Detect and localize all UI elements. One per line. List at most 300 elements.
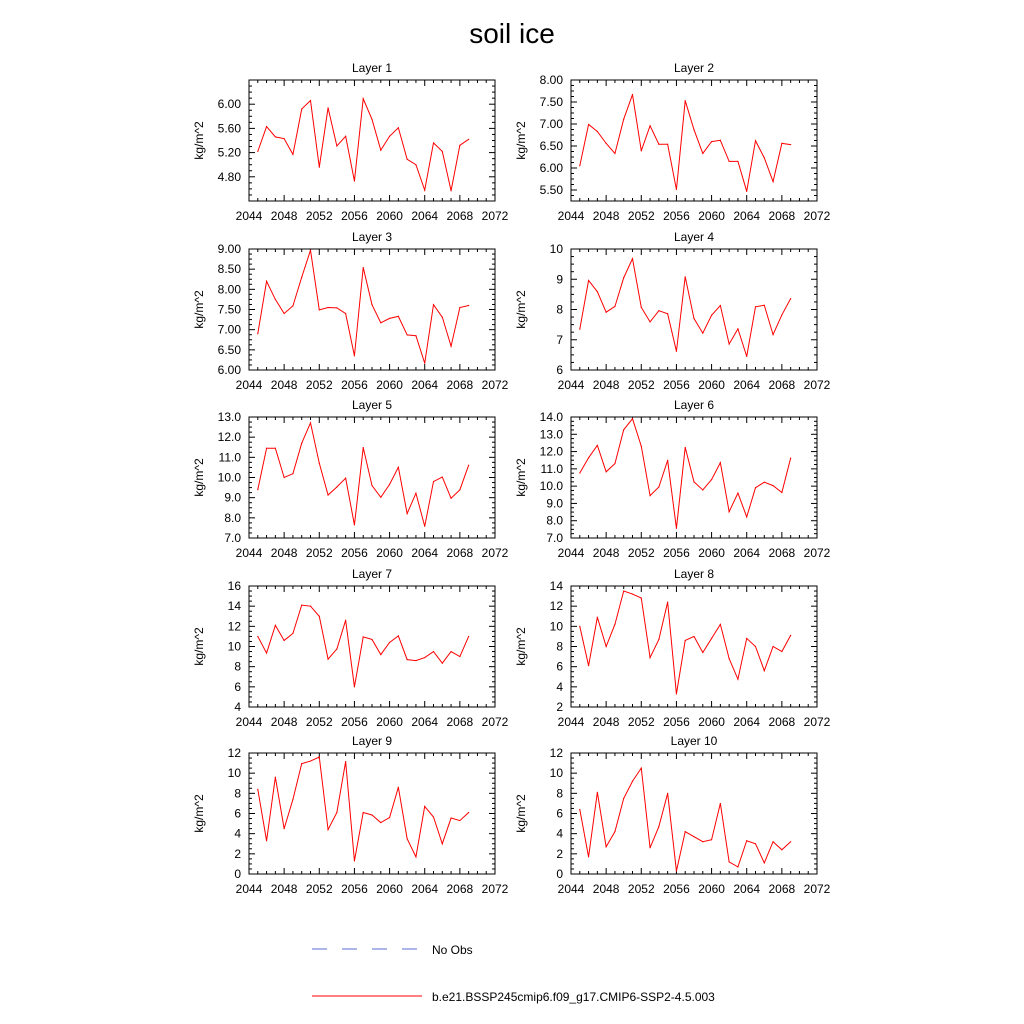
x-tick-label: 2044: [235, 209, 263, 223]
data-point: [450, 346, 451, 347]
y-axis-label: kg/m^2: [192, 121, 206, 160]
data-point: [746, 840, 747, 841]
y-tick-label: 9: [556, 272, 563, 287]
data-point: [693, 129, 694, 130]
data-point: [606, 471, 607, 472]
x-tick-label: 2068: [768, 378, 796, 392]
data-point: [755, 487, 756, 488]
data-point: [606, 846, 607, 847]
x-tick-label: 2052: [305, 546, 333, 560]
data-point: [363, 812, 364, 813]
series-line: [580, 591, 791, 694]
data-point: [614, 831, 615, 832]
x-tick-label: 2052: [627, 378, 655, 392]
data-point: [292, 305, 293, 306]
y-axis-label: kg/m^2: [192, 627, 206, 666]
y-tick-label: 10: [549, 242, 563, 256]
x-tick-label: 2060: [698, 715, 725, 729]
data-point: [301, 763, 302, 764]
x-tick-label: 2048: [592, 882, 620, 896]
data-point: [389, 318, 390, 319]
x-tick-label: 2060: [698, 546, 725, 560]
x-tick-label: 2060: [376, 378, 403, 392]
data-point: [720, 624, 721, 625]
data-point: [588, 856, 589, 857]
data-point: [790, 635, 791, 636]
data-point: [685, 100, 686, 101]
data-point: [266, 448, 267, 449]
data-point: [336, 648, 337, 649]
panel-2: [514, 61, 831, 223]
data-point: [363, 267, 364, 268]
y-tick-label: 6: [556, 806, 563, 821]
data-point: [284, 313, 285, 314]
x-tick-label: 2064: [411, 715, 439, 729]
data-point: [764, 862, 765, 863]
data-point: [442, 151, 443, 152]
data-point: [424, 806, 425, 807]
panel-title: Layer 7: [351, 567, 393, 581]
data-point: [720, 140, 721, 141]
x-tick-label: 2072: [481, 378, 509, 392]
data-point: [658, 639, 659, 640]
data-point: [729, 511, 730, 512]
data-point: [284, 828, 285, 829]
panel-title: Layer 9: [351, 734, 393, 748]
y-tick-label: 7.00: [539, 117, 563, 131]
data-point: [746, 638, 747, 639]
data-point: [772, 485, 773, 486]
y-tick-label: 14: [549, 579, 563, 593]
data-point: [442, 317, 443, 318]
data-point: [623, 119, 624, 120]
data-point: [711, 315, 712, 316]
x-tick-label: 2068: [446, 378, 474, 392]
data-point: [319, 167, 320, 168]
x-tick-label: 2064: [733, 882, 761, 896]
x-tick-label: 2056: [663, 546, 690, 560]
data-point: [284, 477, 285, 478]
x-tick-label: 2060: [376, 546, 403, 560]
data-point: [380, 497, 381, 498]
data-point: [398, 127, 399, 128]
data-point: [597, 792, 598, 793]
data-point: [433, 816, 434, 817]
y-tick-label: 7.0: [546, 531, 563, 545]
data-point: [310, 606, 311, 607]
data-point: [468, 305, 469, 306]
x-tick-label: 2072: [803, 715, 831, 729]
data-point: [257, 789, 258, 790]
data-point: [729, 161, 730, 162]
data-point: [398, 316, 399, 317]
x-tick-label: 2048: [270, 209, 298, 223]
x-tick-label: 2064: [733, 378, 761, 392]
data-point: [415, 335, 416, 336]
y-tick-label: 4: [234, 826, 241, 841]
y-tick-label: 7.00: [217, 322, 241, 337]
data-point: [354, 524, 355, 525]
data-point: [468, 636, 469, 637]
y-tick-label: 7.0: [224, 531, 241, 545]
data-point: [764, 670, 765, 671]
data-point: [658, 310, 659, 311]
data-point: [790, 298, 791, 299]
plot-frame: [571, 80, 817, 201]
data-point: [389, 817, 390, 818]
data-point: [398, 467, 399, 468]
y-tick-label: 10: [227, 639, 241, 654]
data-point: [389, 642, 390, 643]
data-point: [363, 636, 364, 637]
data-point: [667, 793, 668, 794]
x-tick-label: 2048: [270, 546, 298, 560]
data-point: [398, 635, 399, 636]
x-tick-label: 2056: [663, 882, 690, 896]
x-tick-label: 2052: [305, 715, 333, 729]
data-point: [711, 638, 712, 639]
data-point: [667, 313, 668, 314]
y-tick-label: 12: [227, 619, 241, 634]
data-point: [772, 841, 773, 842]
data-point: [380, 822, 381, 823]
x-tick-label: 2060: [376, 715, 403, 729]
data-point: [755, 843, 756, 844]
x-tick-label: 2048: [592, 715, 620, 729]
data-point: [468, 139, 469, 140]
data-point: [746, 356, 747, 357]
data-point: [310, 422, 311, 423]
data-point: [790, 841, 791, 842]
data-point: [310, 250, 311, 251]
data-point: [292, 633, 293, 634]
data-point: [667, 602, 668, 603]
figure-title: soil ice: [469, 18, 555, 49]
data-point: [614, 153, 615, 154]
y-tick-label: 13.0: [217, 410, 241, 424]
x-tick-label: 2052: [305, 209, 333, 223]
x-tick-label: 2056: [663, 378, 690, 392]
panel-7: [192, 567, 509, 729]
y-tick-label: 8: [234, 659, 241, 674]
data-point: [588, 457, 589, 458]
x-tick-label: 2072: [481, 715, 509, 729]
data-point: [336, 486, 337, 487]
data-point: [746, 516, 747, 517]
data-point: [667, 460, 668, 461]
data-point: [459, 820, 460, 821]
data-point: [693, 836, 694, 837]
data-point: [658, 486, 659, 487]
x-tick-label: 2064: [733, 715, 761, 729]
x-tick-label: 2052: [305, 378, 333, 392]
plot-frame: [571, 586, 817, 707]
y-tick-label: 12: [549, 599, 563, 614]
plot-frame: [249, 586, 495, 707]
y-tick-label: 6: [556, 363, 563, 377]
y-tick-label: 5.60: [217, 121, 241, 136]
data-point: [407, 659, 408, 660]
data-point: [614, 306, 615, 307]
panel-title: Layer 3: [351, 230, 393, 244]
series-line: [258, 423, 469, 526]
x-tick-label: 2068: [768, 715, 796, 729]
data-point: [676, 351, 677, 352]
data-point: [737, 161, 738, 162]
data-point: [781, 314, 782, 315]
x-tick-label: 2068: [768, 546, 796, 560]
data-point: [649, 847, 650, 848]
panel-10: [514, 734, 831, 896]
data-point: [301, 605, 302, 606]
x-tick-label: 2052: [627, 715, 655, 729]
data-point: [433, 651, 434, 652]
series-line: [580, 259, 791, 357]
data-point: [597, 617, 598, 618]
y-tick-label: 14.0: [539, 410, 563, 424]
data-point: [764, 305, 765, 306]
data-point: [327, 829, 328, 830]
data-point: [606, 312, 607, 313]
data-point: [720, 462, 721, 463]
y-tick-label: 0: [556, 867, 563, 881]
data-point: [433, 142, 434, 143]
data-point: [433, 304, 434, 305]
data-point: [292, 473, 293, 474]
y-tick-label: 2: [556, 846, 563, 861]
plot-frame: [249, 753, 495, 874]
x-tick-label: 2064: [411, 882, 439, 896]
data-point: [641, 768, 642, 769]
y-tick-label: 8.0: [546, 513, 563, 528]
data-point: [275, 136, 276, 137]
data-point: [685, 276, 686, 277]
data-point: [327, 659, 328, 660]
data-point: [790, 144, 791, 145]
y-tick-label: 6: [234, 806, 241, 821]
data-point: [772, 181, 773, 182]
data-point: [755, 306, 756, 307]
x-tick-label: 2060: [698, 209, 725, 223]
y-tick-label: 10: [549, 619, 563, 634]
series-line: [258, 99, 469, 191]
series-line: [258, 605, 469, 687]
data-point: [606, 646, 607, 647]
data-point: [588, 665, 589, 666]
x-tick-label: 2068: [446, 715, 474, 729]
data-point: [284, 640, 285, 641]
y-axis-label: kg/m^2: [514, 290, 528, 329]
data-point: [257, 151, 258, 152]
data-point: [676, 528, 677, 529]
panels: [192, 61, 831, 896]
data-point: [623, 429, 624, 430]
data-point: [319, 616, 320, 617]
panel-title: Layer 10: [670, 734, 718, 748]
data-point: [371, 639, 372, 640]
data-point: [319, 463, 320, 464]
data-point: [363, 447, 364, 448]
x-tick-label: 2048: [270, 715, 298, 729]
data-point: [310, 100, 311, 101]
x-tick-label: 2044: [235, 715, 263, 729]
data-point: [371, 485, 372, 486]
plot-frame: [249, 249, 495, 370]
data-point: [623, 277, 624, 278]
data-point: [407, 513, 408, 514]
y-tick-label: 4: [556, 826, 563, 841]
x-tick-label: 2056: [663, 209, 690, 223]
panel-8: [514, 567, 831, 729]
data-point: [450, 190, 451, 191]
y-tick-label: 5.50: [539, 183, 563, 197]
data-point: [597, 131, 598, 132]
data-point: [266, 126, 267, 127]
x-tick-label: 2060: [698, 378, 725, 392]
data-point: [641, 307, 642, 308]
x-tick-label: 2064: [411, 209, 439, 223]
data-point: [354, 180, 355, 181]
data-point: [327, 307, 328, 308]
x-tick-label: 2044: [235, 546, 263, 560]
data-point: [641, 150, 642, 151]
data-point: [301, 277, 302, 278]
data-point: [415, 660, 416, 661]
data-point: [284, 138, 285, 139]
x-tick-label: 2072: [481, 546, 509, 560]
legend-label-no-obs: No Obs: [432, 943, 473, 957]
x-tick-label: 2064: [411, 378, 439, 392]
data-point: [424, 526, 425, 527]
x-tick-label: 2072: [803, 378, 831, 392]
data-point: [606, 143, 607, 144]
data-point: [275, 448, 276, 449]
y-tick-label: 8: [556, 639, 563, 654]
y-tick-label: 12.0: [217, 430, 241, 445]
data-point: [579, 472, 580, 473]
data-point: [275, 625, 276, 626]
data-point: [667, 144, 668, 145]
data-point: [649, 321, 650, 322]
y-axis-label: kg/m^2: [514, 458, 528, 497]
panel-5: [192, 398, 509, 560]
y-axis-label: kg/m^2: [514, 627, 528, 666]
data-point: [614, 463, 615, 464]
plot-frame: [571, 249, 817, 370]
data-point: [764, 482, 765, 483]
data-point: [737, 328, 738, 329]
x-tick-label: 2044: [557, 546, 585, 560]
data-point: [301, 108, 302, 109]
data-point: [319, 756, 320, 757]
data-point: [658, 144, 659, 145]
legend: [312, 943, 715, 1004]
x-tick-label: 2048: [592, 378, 620, 392]
y-tick-label: 4.80: [217, 169, 241, 184]
x-tick-label: 2068: [768, 209, 796, 223]
data-point: [685, 640, 686, 641]
data-point: [632, 781, 633, 782]
data-point: [345, 478, 346, 479]
data-point: [319, 309, 320, 310]
y-tick-label: 6: [556, 659, 563, 674]
x-tick-label: 2052: [627, 209, 655, 223]
series-line: [580, 768, 791, 871]
data-point: [450, 817, 451, 818]
panel-title: Layer 6: [673, 398, 715, 412]
y-tick-label: 8.0: [224, 510, 241, 525]
data-point: [781, 143, 782, 144]
y-tick-label: 12: [227, 746, 241, 760]
y-tick-label: 10.0: [539, 479, 563, 494]
data-point: [588, 124, 589, 125]
y-tick-label: 10: [549, 766, 563, 781]
data-point: [579, 809, 580, 810]
y-tick-label: 5.20: [217, 145, 241, 160]
data-point: [345, 620, 346, 621]
data-point: [442, 663, 443, 664]
x-tick-label: 2056: [663, 715, 690, 729]
panel-title: Layer 2: [673, 61, 715, 75]
data-point: [389, 484, 390, 485]
y-tick-label: 9.00: [217, 242, 241, 256]
data-point: [597, 445, 598, 446]
data-point: [755, 140, 756, 141]
data-point: [685, 447, 686, 448]
data-point: [676, 189, 677, 190]
data-point: [398, 787, 399, 788]
data-point: [781, 492, 782, 493]
x-tick-label: 2048: [592, 209, 620, 223]
data-point: [407, 334, 408, 335]
x-tick-label: 2056: [341, 209, 368, 223]
data-point: [450, 651, 451, 652]
data-point: [424, 190, 425, 191]
data-point: [266, 840, 267, 841]
x-tick-label: 2044: [557, 715, 585, 729]
plot-frame: [249, 417, 495, 538]
data-point: [676, 870, 677, 871]
x-tick-label: 2052: [627, 546, 655, 560]
y-tick-label: 7.50: [539, 95, 563, 109]
y-axis-label: kg/m^2: [514, 794, 528, 833]
data-point: [407, 838, 408, 839]
data-point: [702, 489, 703, 490]
data-point: [266, 652, 267, 653]
data-point: [371, 304, 372, 305]
y-tick-label: 6.50: [217, 342, 241, 357]
y-axis-label: kg/m^2: [192, 794, 206, 833]
data-point: [257, 489, 258, 490]
data-point: [336, 145, 337, 146]
data-point: [266, 281, 267, 282]
data-point: [693, 481, 694, 482]
data-point: [579, 165, 580, 166]
data-point: [389, 136, 390, 137]
data-point: [649, 125, 650, 126]
data-point: [737, 866, 738, 867]
data-point: [623, 798, 624, 799]
data-point: [380, 654, 381, 655]
data-point: [354, 860, 355, 861]
data-point: [275, 299, 276, 300]
series-line: [580, 419, 791, 529]
data-point: [729, 861, 730, 862]
y-axis-label: kg/m^2: [192, 458, 206, 497]
y-axis-label: kg/m^2: [192, 290, 206, 329]
data-point: [257, 333, 258, 334]
data-point: [450, 498, 451, 499]
